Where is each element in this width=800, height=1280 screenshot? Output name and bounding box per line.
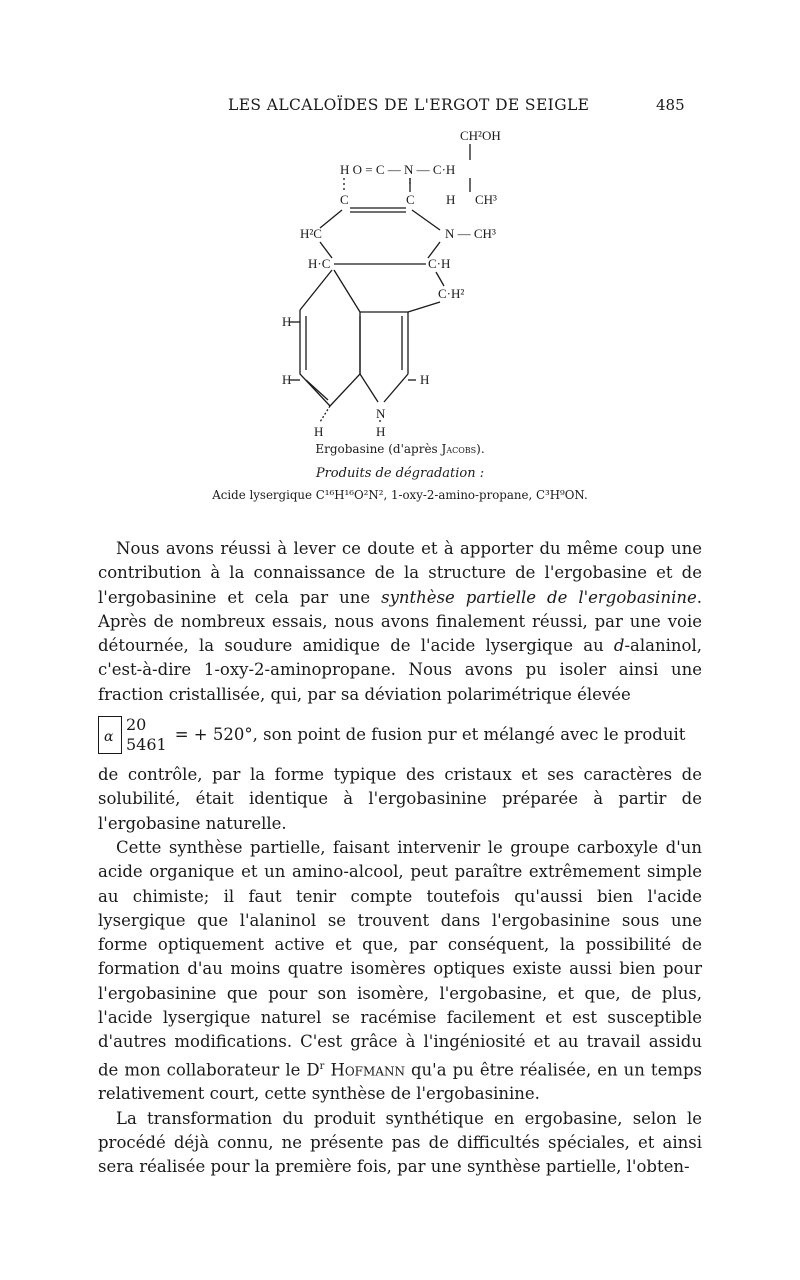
bond-hc-ring-inner [334,270,360,312]
formula-stack [126,715,167,755]
caption-acid-list: Acide lysergique C¹⁶H¹⁶O²N², 1-oxy-2-amino-propane, C³H⁹ON. [212,488,588,502]
label-h-mid: H [446,192,456,207]
label-ch3-top: CH³ [475,192,497,207]
label-h-left-lower: H [282,372,292,387]
paragraph-1-end: de contrôle, par la forme typique des cristaux et ses caractères de solubilité, était identique à l'ergobasinine préparée à partir de l'ergobasine naturelle. [98,765,702,833]
label-h-bottom-n: H [376,424,386,439]
paragraph-2 [98,836,702,1107]
label-n: N [376,406,386,421]
label-h-bottom-left: H [314,424,324,439]
label-ch: C·H [428,256,451,271]
caption-end: ). [476,442,485,456]
running-title: LES ALCALOÏDES DE L'ERGOT DE SEIGLE [228,96,590,114]
label-hc: H·C [308,256,331,271]
p1-part-a: Nous avons réussi à lever ce doute et à apporter du même coup une contribution à la connaissance de la structure de l'ergobasine et de l'ergobasinine et cela par une [98,539,702,607]
formula-wavelength: 5461 [126,735,167,755]
bond-h-bottom [320,406,330,422]
p1-d-prefix: d [613,636,625,656]
label-c2: C [406,192,415,207]
body-text [98,537,702,1180]
ergobasine-structure-diagram [270,120,550,440]
caption-text: Ergobasine (d'après [315,442,438,456]
p1-part-c: -alaninol, c'est-à-dire 1-oxy-2-aminopropane. Nous avons pu isoler ainsi une fraction cristallisée, qui, par sa déviation polarimétrique élevée [98,636,702,704]
bond-hc-ring [300,270,332,310]
label-c1: C [340,192,349,207]
running-header [0,96,800,118]
bond-pyrrole-n-left [360,374,378,402]
bond-ch-ch2 [436,272,444,286]
formula-alpha: α [104,729,114,746]
p2-name: Hofmann [330,1060,405,1080]
bond-benzene [300,310,360,406]
caption-degradation-products: Produits de dégradation : [315,466,485,481]
formula-bracket [98,716,122,754]
formula-temperature: 20 [126,715,147,735]
paragraph-1 [98,537,702,707]
p2-part-a: Cette synthèse partielle, faisant intervenir le groupe carboxyle d'un acide organique et un amino-alcool, peut paraître extrêmement simple au chimiste; il faut tenir compte toutefois qu'aussi bien l'acide lysergique que l'alaninol se trouvent dans l'ergobasinine sous une forme optiquement active et que, par conséquent, la possibilité de formation d'au moins quatre isomères optiques existe aussi bien pour l'ergobasinine que pour son isomère, l'ergobasine, et que, de plus, l'acide lysergique naturel se racémise facilement et est susceptible d'autres modifications. C'est grâce à l'ingéniosité et au travail assidu de mon collaborateur le D [98,837,702,1080]
structure-svg [270,120,550,440]
bond-c1-h2c [320,210,342,228]
bond-ch2-ring [408,302,440,312]
formula-value: = + 520° [174,724,253,744]
figure-caption [0,442,800,456]
bond-c2-n [412,210,440,230]
caption-author: Jacobs [441,442,477,456]
p1-part-b: . Après de nombreux essais, nous avons finalement réussi, par une voie détournée, la soudure amidique de l'acide lysergique au [98,587,702,656]
label-n-ch3: N — CH³ [445,226,496,241]
bond-benzene-double-2 [306,380,328,400]
formula-rest: , son point de fusion pur et mélangé avec le produit [252,724,686,744]
p2-dr-sup: r [319,1060,325,1072]
page-number: 485 [656,96,685,114]
label-ch2oh: CH²OH [460,128,501,143]
label-h2c: H²C [300,226,322,241]
label-h-left-upper: H [282,314,292,329]
p1-italic: synthèse partielle de l'ergobasinine [381,587,697,607]
p2-part-b: qu'a pu être réalisée, en un temps relativement court, cette synthèse de l'ergobasinine. [98,1060,703,1104]
rotation-formula [98,707,702,763]
label-h-right: H [420,372,430,387]
paragraph-3: La transformation du produit synthétique en ergobasine, selon le procédé déjà connu, ne présente pas de difficultés spéciales, et ainsi sera réalisée pour la première fois, par une synthèse partielle, l'obten- [98,1108,702,1177]
label-ch2: C·H² [438,286,465,301]
label-top-chain: H O = C — N — C·H [340,162,456,177]
bond-pyrrole-n-right [384,374,408,402]
